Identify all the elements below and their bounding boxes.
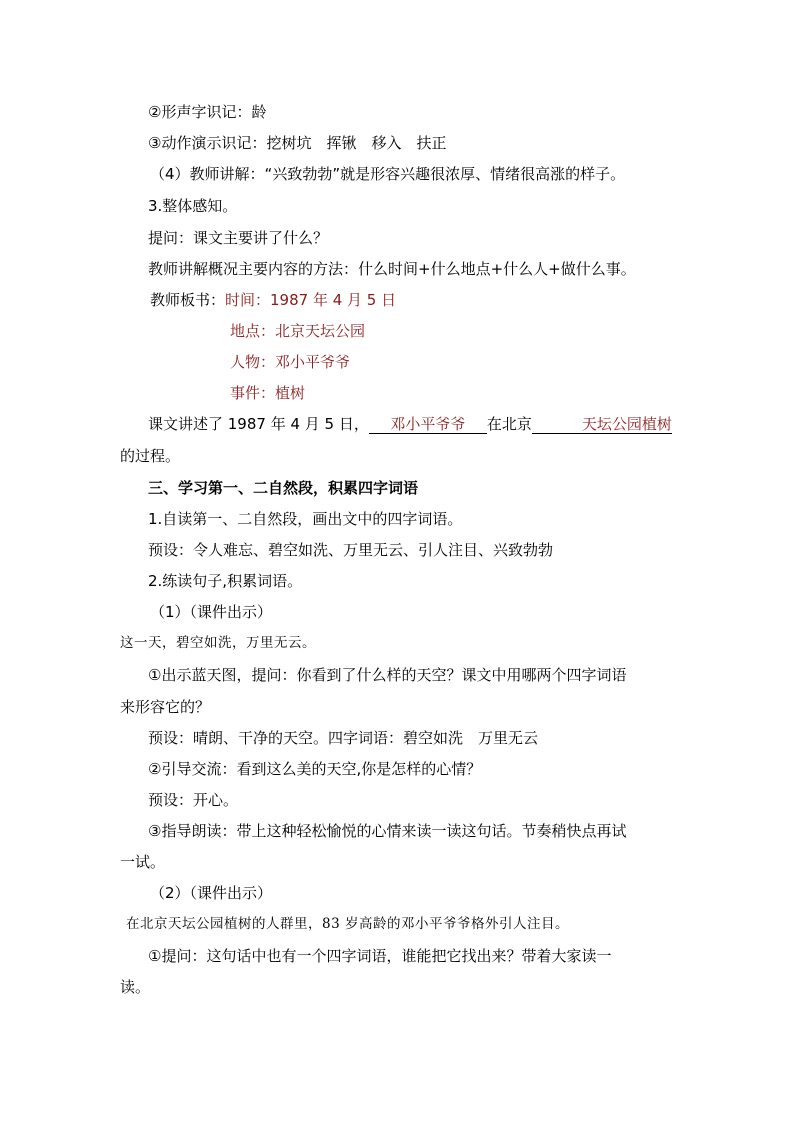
- text-line: ③动作演示识记：挖树坑 挥锹 移入 扶正: [148, 134, 447, 152]
- quoted-sentence: 在北京天坛公园植树的人群里，83 岁高龄的邓小平爷爷格外引人注目。: [126, 916, 569, 932]
- board-time: 时间：1987 年 4 月 5 日: [225, 291, 397, 309]
- text-line: 预设：开心。: [148, 791, 239, 809]
- text-line: 教师讲解概况主要内容的方法：什么时间+什么地点+什么人+做什么事。: [148, 260, 636, 278]
- board-event: 事件：植树: [230, 384, 306, 402]
- text-line: 3.整体感知。: [148, 197, 238, 215]
- text-line: 读。: [120, 978, 151, 996]
- summary-text: 课文讲述了 1987 年 4 月 5 日，: [148, 415, 369, 433]
- text-line: 1.自读第一、二自然段，画出文中的四字词语。: [148, 510, 463, 528]
- text-line: （4）教师讲解：“兴致勃勃”就是形容兴趣很浓厚、情绪很高涨的样子。: [150, 165, 626, 183]
- summary-text: 在北京: [486, 415, 532, 433]
- summary-line: [148, 414, 672, 434]
- fill-blank-person: 邓小平爷爷: [369, 415, 487, 434]
- text-line: 的过程。: [120, 447, 181, 465]
- text-line: 预设：晴朗、干净的天空。四字词语：碧空如洗 万里无云: [148, 729, 539, 747]
- board-prefix: 教师板书：: [150, 291, 226, 309]
- text-line: 预设：令人难忘、碧空如洗、万里无云、引人注目、兴致勃勃: [148, 541, 554, 559]
- board-place: 地点：北京天坛公园: [230, 322, 366, 340]
- text-line: ③指导朗读：带上这种轻松愉悦的心情来读一读这句话。节奏稍快点再试: [148, 822, 627, 840]
- board-person: 人物：邓小平爷爷: [230, 353, 351, 371]
- section-heading: 三、学习第一、二自然段，积累四字词语: [148, 479, 419, 497]
- text-line: ①提问：这句话中也有一个四字词语，谁能把它找出来？带着大家读一: [148, 947, 612, 965]
- text-line: 2.练读句子,积累词语。: [148, 572, 303, 590]
- text-line: ①出示蓝天图，提问：你看到了什么样的天空？课文中用哪两个四字词语: [148, 666, 627, 684]
- text-line: ②形声字识记：龄: [148, 103, 267, 121]
- part-heading: （1）（课件出示）: [150, 603, 273, 621]
- text-line: 提问：课文主要讲了什么？: [148, 229, 329, 247]
- fill-blank-event: 天坛公园植树: [532, 415, 672, 434]
- quoted-sentence: 这一天，碧空如洗，万里无云。: [120, 635, 316, 651]
- board-line-time: [150, 290, 396, 310]
- text-line: 来形容它的？: [120, 698, 211, 716]
- text-line: 一试。: [120, 853, 166, 871]
- part-heading: （2）（课件出示）: [150, 884, 273, 902]
- text-line: ②引导交流：看到这么美的天空,你是怎样的心情？: [148, 760, 482, 778]
